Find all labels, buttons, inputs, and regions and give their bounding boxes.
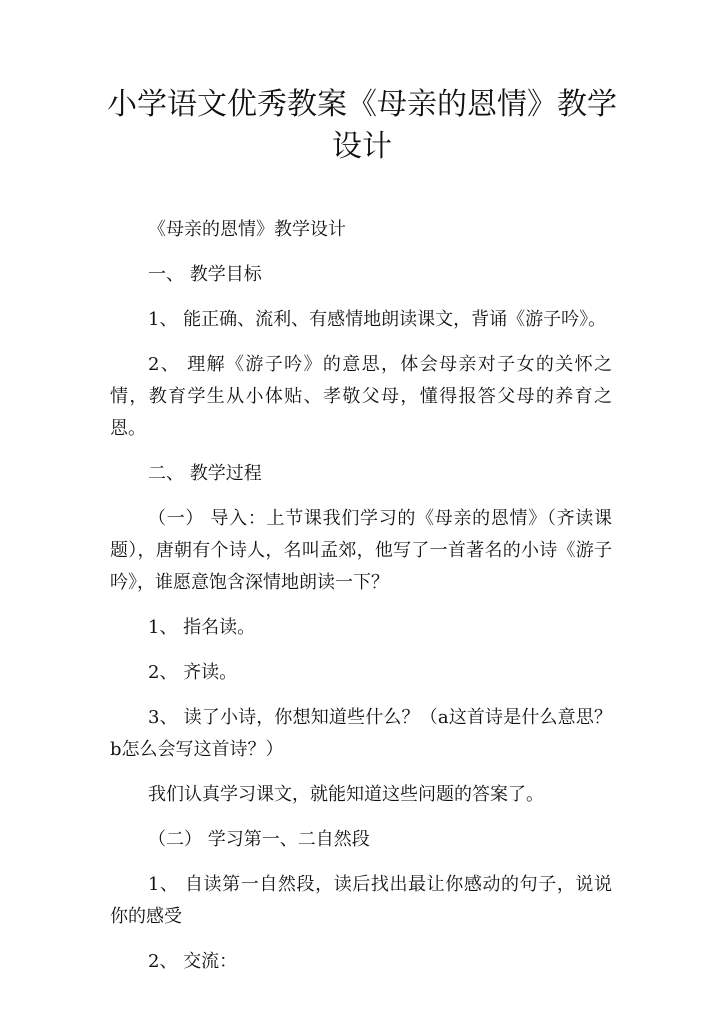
process-step-2: 2、 齐读。 <box>148 662 238 683</box>
paragraph-subtitle: 《母亲的恩情》教学设计 <box>148 219 346 240</box>
subsection-heading: （二） 学习第一、二自然段 <box>148 829 370 850</box>
document-title: 小学语文优秀教案《母亲的恩情》教学设计 <box>107 87 617 164</box>
document-body <box>110 214 612 991</box>
section-heading-process: 二、 教学过程 <box>148 463 262 484</box>
objective-item-2: 2、 理解《游子吟》的意思，体会母亲对子女的关怀之情，教育学生从小体贴、孝敬父母，懂得报答父母的养育之恩。 <box>110 354 612 439</box>
subsection-step-2: 2、 交流： <box>148 951 238 972</box>
process-step-1: 1、 指名读。 <box>148 617 256 638</box>
objective-item-1: 1、 能正确、流利、有感情地朗读课文，背诵《游子吟》。 <box>148 309 607 330</box>
subsection-step-1: 1、 自读第一自然段，读后找出最让你感动的句子，说说你的感受 <box>110 874 612 927</box>
process-transition: 我们认真学习课文，就能知道这些问题的答案了。 <box>148 784 544 805</box>
process-intro: （一） 导入：上节课我们学习的《母亲的恩情》（齐读课题），唐朝有个诗人，名叫孟郊，他写了一首著名的小诗《游子吟》，谁愿意饱含深情地朗读一下？ <box>110 508 612 593</box>
process-step-3: 3、 读了小诗，你想知道些什么？（a这首诗是什么意思？b怎么会写这首诗？） <box>110 707 612 760</box>
section-heading-objectives: 一、 教学目标 <box>148 264 262 285</box>
